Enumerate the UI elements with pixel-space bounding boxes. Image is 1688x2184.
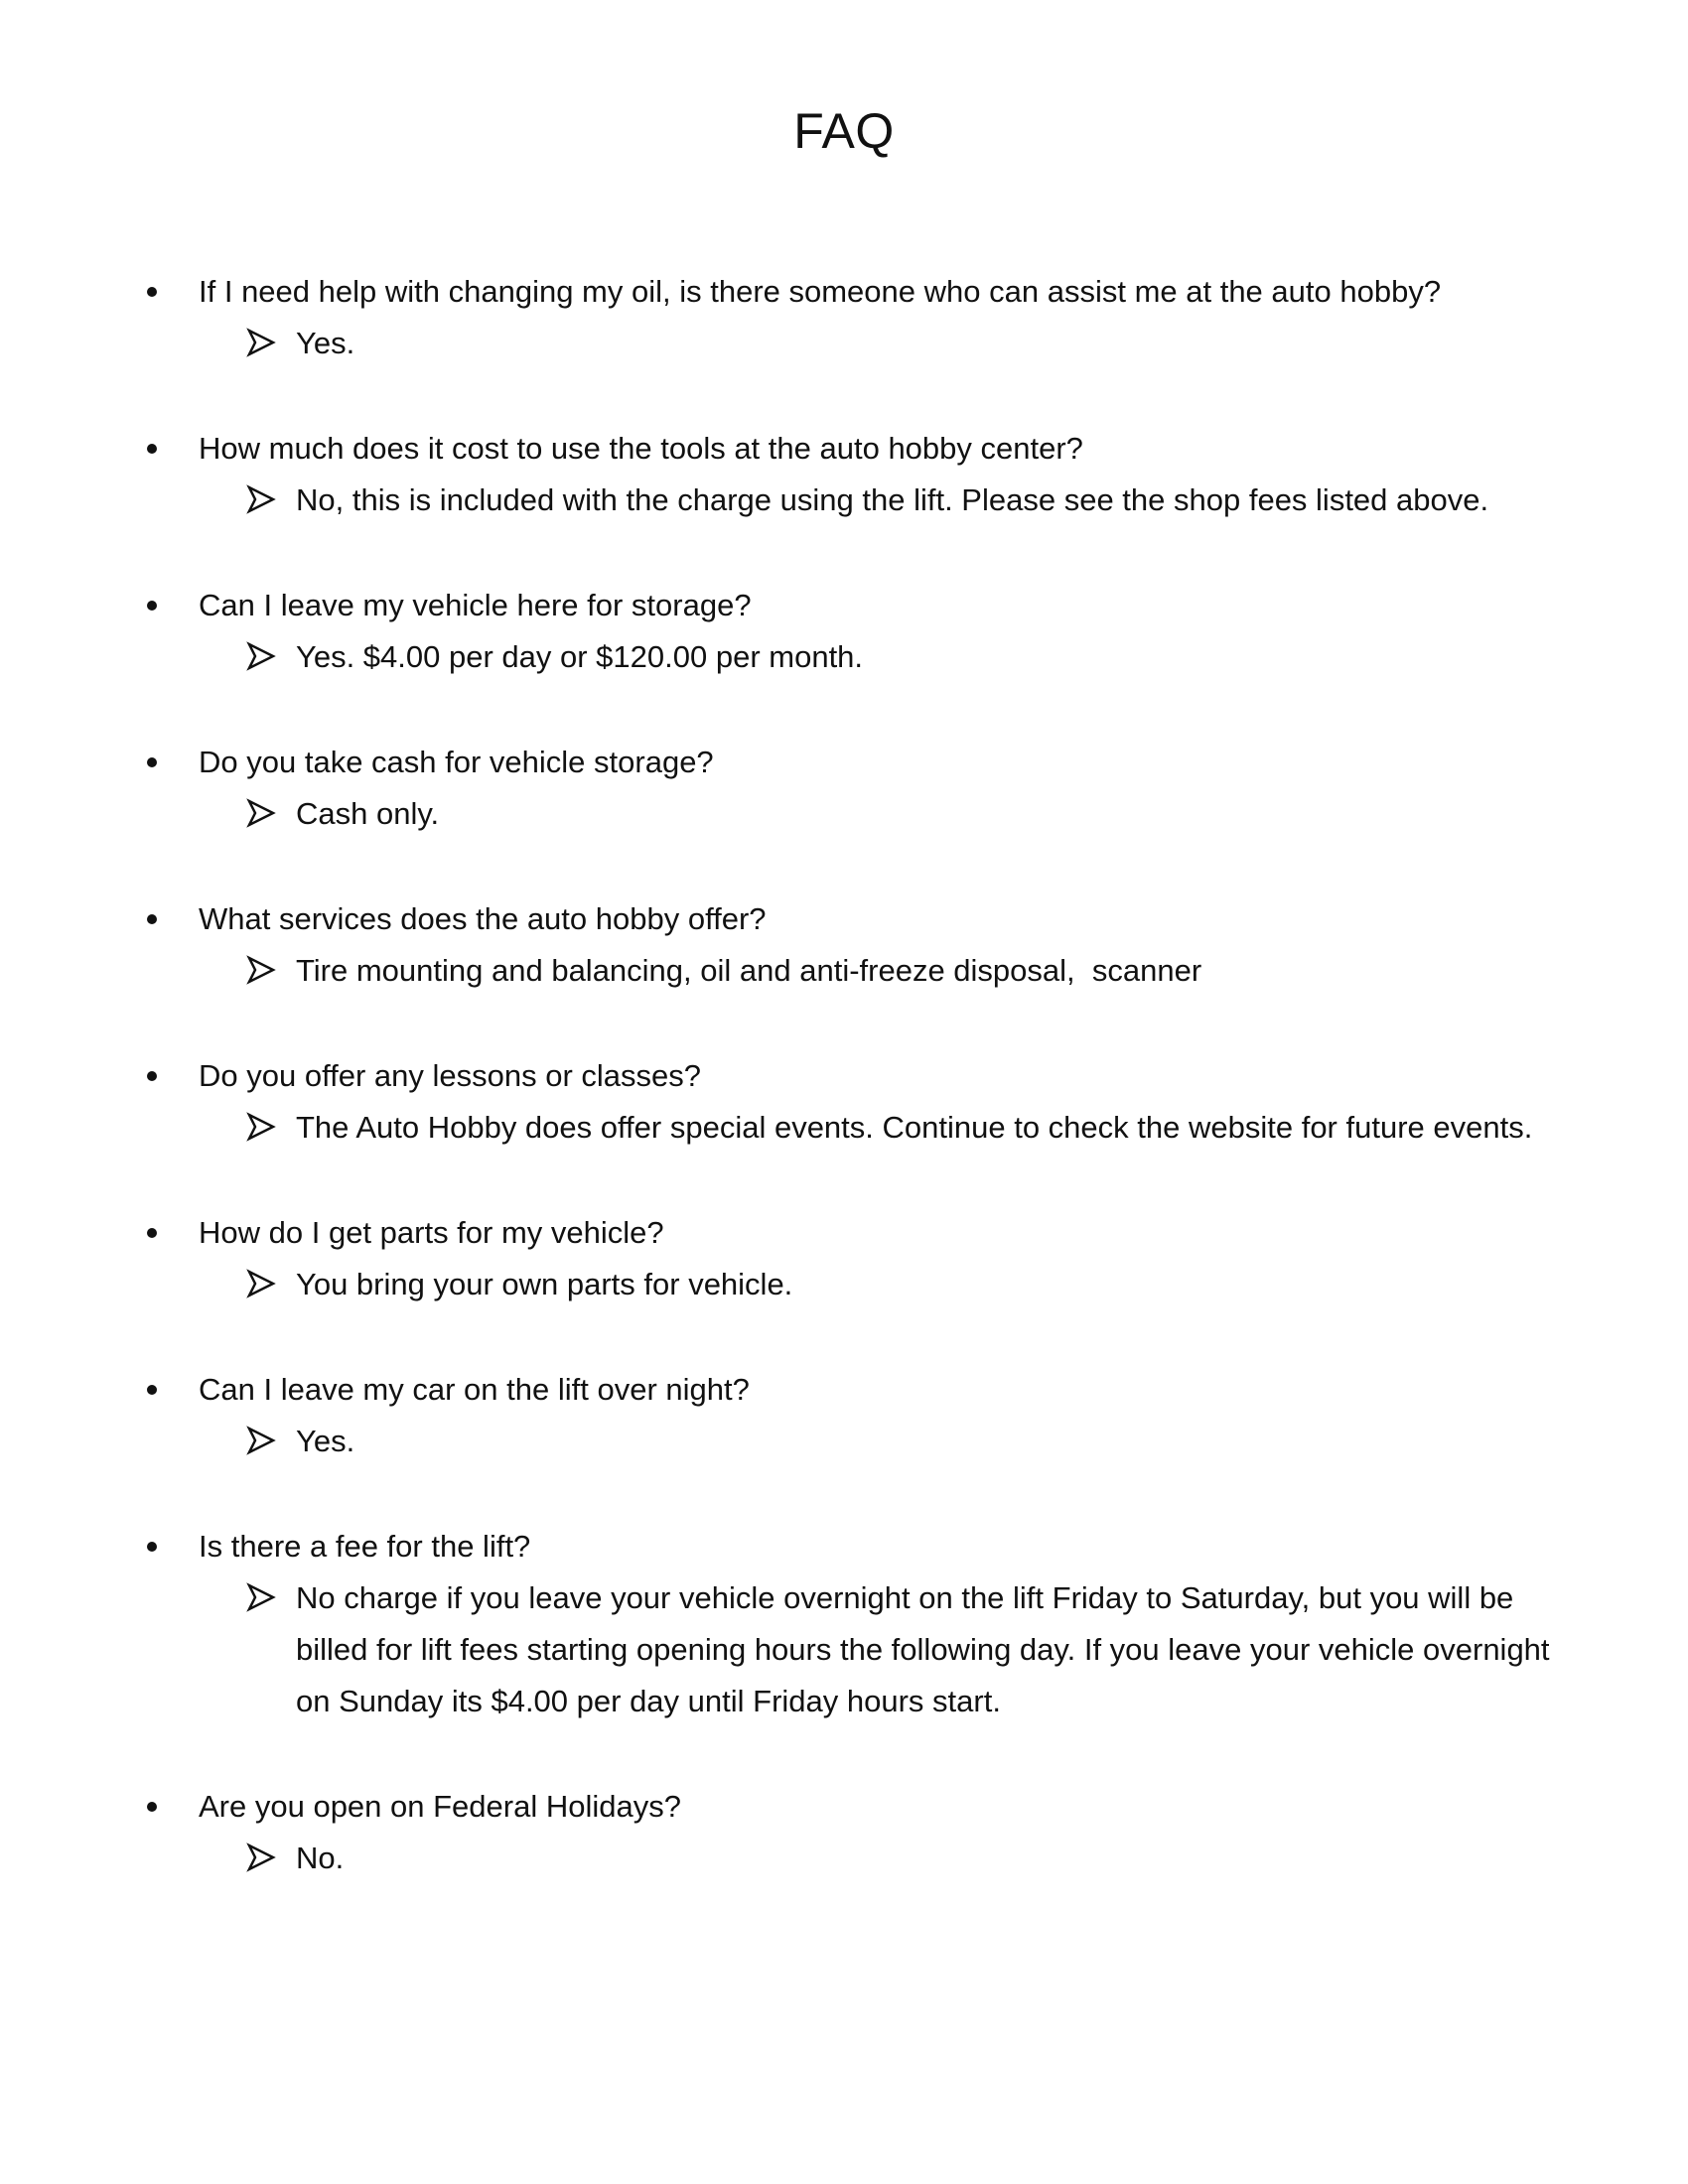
bullet-icon bbox=[147, 287, 157, 297]
faq-item bbox=[147, 1050, 1577, 1154]
arrow-bullet-icon bbox=[246, 1426, 276, 1455]
arrow-bullet-icon bbox=[246, 955, 276, 985]
answer-text: No. bbox=[296, 1841, 345, 1875]
bullet-icon bbox=[147, 1385, 157, 1395]
faq-answer bbox=[296, 945, 1567, 997]
answer-text: You bring your own parts for vehicle. bbox=[296, 1267, 793, 1301]
answer-text: Yes. $4.00 per day or $120.00 per month. bbox=[296, 639, 864, 674]
arrow-bullet-icon bbox=[246, 641, 276, 671]
question-text: How do I get parts for my vehicle? bbox=[199, 1215, 664, 1250]
faq-item bbox=[147, 580, 1577, 683]
faq-question bbox=[147, 423, 1577, 475]
answer-text: No, this is included with the charge using the lift. Please see the shop fees listed above. bbox=[296, 482, 1489, 517]
bullet-icon bbox=[147, 1542, 157, 1552]
faq-question bbox=[147, 1207, 1577, 1259]
bullet-icon bbox=[147, 444, 157, 454]
question-text: How much does it cost to use the tools at the auto hobby center? bbox=[199, 431, 1083, 466]
question-text: If I need help with changing my oil, is there someone who can assist me at the auto hobby? bbox=[199, 274, 1442, 309]
page-title: FAQ bbox=[793, 103, 895, 159]
question-text: Do you offer any lessons or classes? bbox=[199, 1058, 702, 1093]
faq-question bbox=[147, 1781, 1577, 1833]
faq-answer bbox=[296, 1416, 1567, 1467]
answer-text: Cash only. bbox=[296, 796, 440, 831]
bullet-icon bbox=[147, 1228, 157, 1238]
faq-item bbox=[147, 893, 1577, 997]
faq-answer bbox=[296, 475, 1567, 526]
arrow-bullet-icon bbox=[246, 1843, 276, 1872]
arrow-bullet-icon bbox=[246, 484, 276, 514]
question-text: Do you take cash for vehicle storage? bbox=[199, 745, 714, 779]
arrow-bullet-icon bbox=[246, 328, 276, 357]
faq-item bbox=[147, 1521, 1577, 1727]
faq-list bbox=[147, 266, 1577, 1938]
faq-item bbox=[147, 1207, 1577, 1310]
question-text: Can I leave my vehicle here for storage? bbox=[199, 588, 752, 622]
faq-question bbox=[147, 893, 1577, 945]
arrow-bullet-icon bbox=[246, 1269, 276, 1298]
faq-answer bbox=[296, 1572, 1567, 1727]
faq-answer bbox=[296, 1102, 1567, 1154]
question-text: What services does the auto hobby offer? bbox=[199, 901, 767, 936]
question-text: Can I leave my car on the lift over night? bbox=[199, 1372, 750, 1407]
faq-item bbox=[147, 266, 1577, 369]
question-text: Is there a fee for the lift? bbox=[199, 1529, 531, 1564]
bullet-icon bbox=[147, 601, 157, 611]
faq-answer bbox=[296, 318, 1567, 369]
bullet-icon bbox=[147, 1802, 157, 1812]
answer-text: No charge if you leave your vehicle overnight on the lift Friday to Saturday, but you will be billed for lift fees starting opening hours the following day. If you leave your vehicle overnight on Sunday its $4.00 per day until Friday hours start. bbox=[296, 1580, 1550, 1718]
faq-answer bbox=[296, 631, 1567, 683]
faq-item bbox=[147, 423, 1577, 526]
faq-answer bbox=[296, 1833, 1567, 1884]
faq-answer bbox=[296, 788, 1567, 840]
faq-item bbox=[147, 1364, 1577, 1467]
faq-question bbox=[147, 737, 1577, 788]
faq-item bbox=[147, 737, 1577, 840]
bullet-icon bbox=[147, 914, 157, 924]
faq-question bbox=[147, 1521, 1577, 1572]
answer-text: Tire mounting and balancing, oil and anti-freeze disposal, scanner bbox=[296, 953, 1202, 988]
arrow-bullet-icon bbox=[246, 1112, 276, 1142]
answer-text: Yes. bbox=[296, 326, 355, 360]
faq-question bbox=[147, 1364, 1577, 1416]
answer-text: Yes. bbox=[296, 1424, 355, 1458]
bullet-icon bbox=[147, 1071, 157, 1081]
faq-question bbox=[147, 580, 1577, 631]
bullet-icon bbox=[147, 757, 157, 767]
arrow-bullet-icon bbox=[246, 1582, 276, 1612]
arrow-bullet-icon bbox=[246, 798, 276, 828]
faq-item bbox=[147, 1781, 1577, 1884]
faq-question bbox=[147, 266, 1577, 318]
faq-answer bbox=[296, 1259, 1567, 1310]
faq-question bbox=[147, 1050, 1577, 1102]
answer-text: The Auto Hobby does offer special events. Continue to check the website for future events. bbox=[296, 1110, 1533, 1145]
question-text: Are you open on Federal Holidays? bbox=[199, 1789, 681, 1824]
